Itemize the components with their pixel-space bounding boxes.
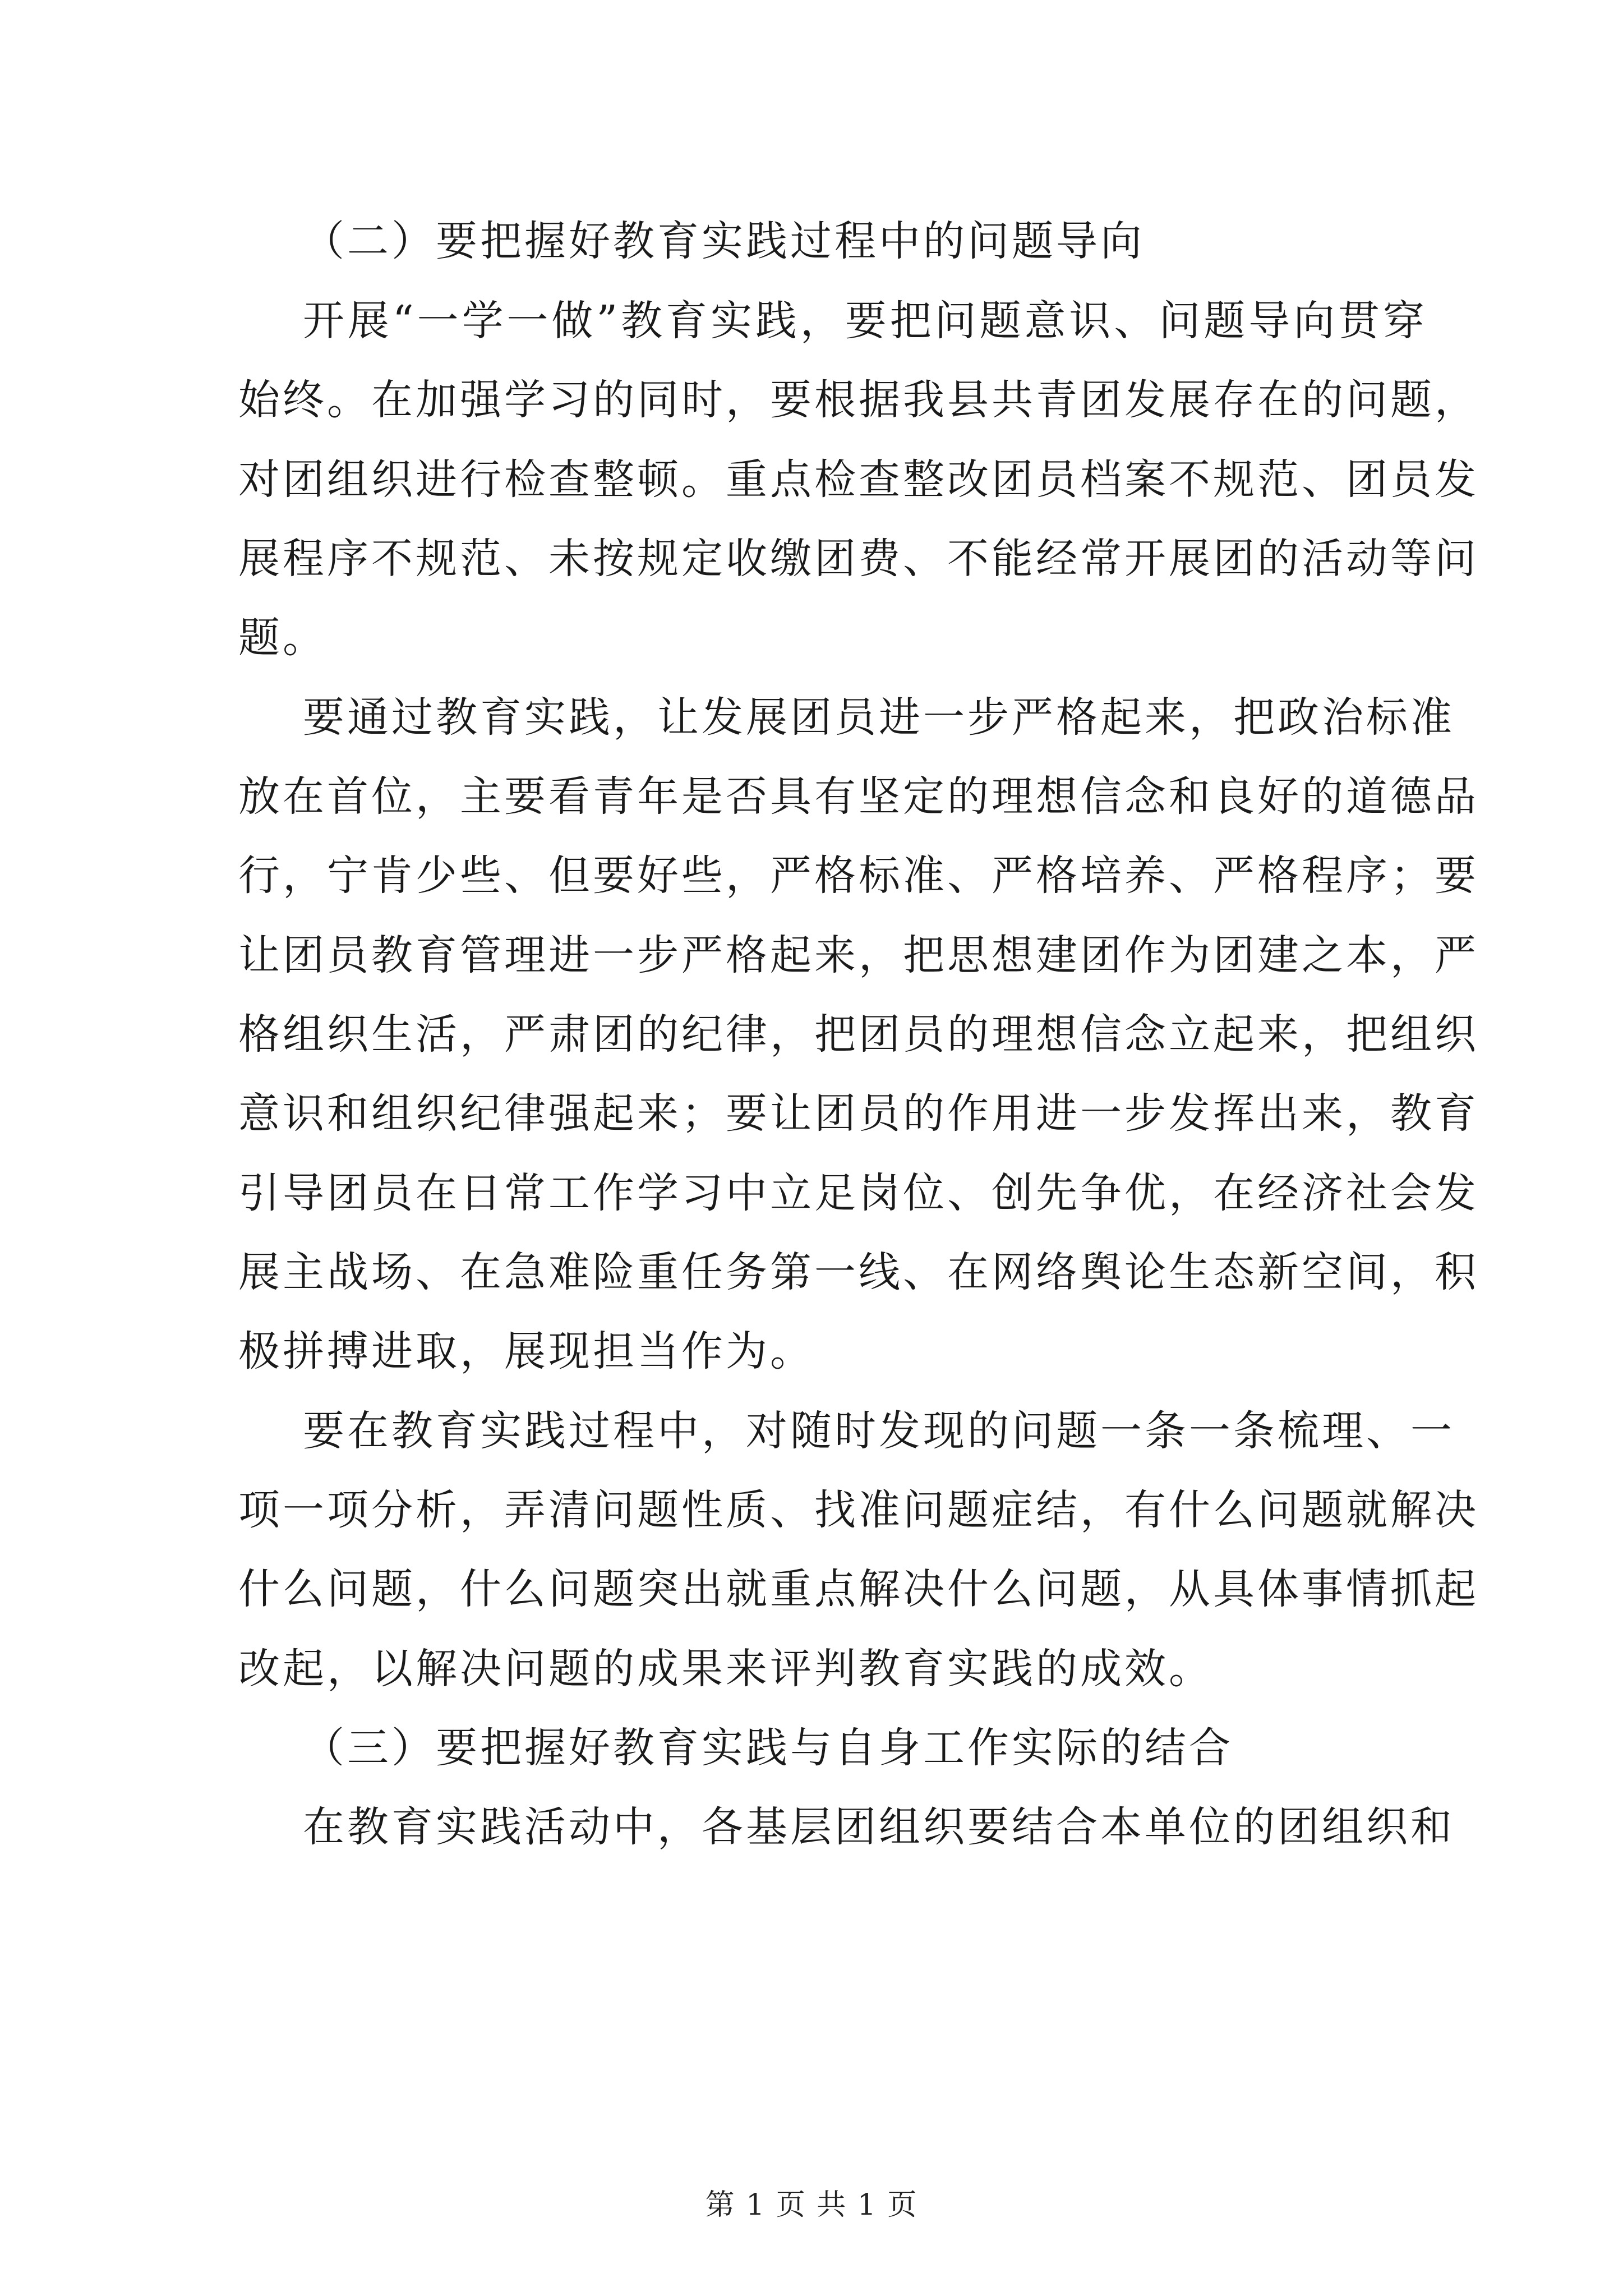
paragraph-line: 开展“一学一做”教育实践，要把问题意识、问题导向贯穿 [303, 297, 1427, 345]
paragraph-line: 始终。在加强学习的同时，要根据我县共青团发展存在的问题， [238, 376, 1479, 424]
paragraph-line: 展程序不规范、未按规定收缴团费、不能经常开展团的活动等问 [238, 535, 1479, 583]
section-heading-2: （二）要把握好教育实践过程中的问题导向 [303, 217, 1145, 265]
paragraph-line: 放在首位，主要看青年是否具有坚定的理想信念和良好的道德品 [238, 772, 1479, 821]
section-heading-3: （三）要把握好教育实践与自身工作实际的结合 [303, 1724, 1233, 1772]
paragraph-line: 什么问题，什么问题突出就重点解决什么问题，从具体事情抓起 [238, 1565, 1479, 1613]
paragraph-line: 题。 [238, 614, 327, 662]
paragraph-line: 要在教育实践过程中，对随时发现的问题一条一条梳理、一 [303, 1407, 1455, 1455]
paragraph-line: 格组织生活，严肃团的纪律，把团员的理想信念立起来，把组织 [238, 1010, 1479, 1059]
paragraph-line: 意识和组织纪律强起来；要让团员的作用进一步发挥出来，教育 [238, 1089, 1479, 1138]
page-number-footer: 第 1 页 共 1 页 [705, 2188, 918, 2222]
paragraph-line: 行，宁肯少些、但要好些，严格标准、严格培养、严格程序；要 [238, 852, 1479, 900]
paragraph-line: 极拼搏进取，展现担当作为。 [238, 1327, 814, 1375]
paragraph-line: 改起，以解决问题的成果来评判教育实践的成效。 [238, 1645, 1213, 1693]
paragraph-line: 对团组织进行检查整顿。重点检查整改团员档案不规范、团员发 [238, 455, 1479, 504]
paragraph-line: 项一项分析，弄清问题性质、找准问题症结，有什么问题就解决 [238, 1486, 1479, 1534]
paragraph-line: 要通过教育实践，让发展团员进一步严格起来，把政治标准 [303, 693, 1455, 742]
paragraph-line: 展主战场、在急难险重任务第一线、在网络舆论生态新空间，积 [238, 1248, 1479, 1296]
paragraph-line: 让团员教育管理进一步严格起来，把思想建团作为团建之本，严 [238, 931, 1479, 979]
paragraph-line: 引导团员在日常工作学习中立足岗位、创先争优，在经济社会发 [238, 1169, 1479, 1217]
paragraph-line: 在教育实践活动中，各基层团组织要结合本单位的团组织和 [303, 1803, 1455, 1851]
